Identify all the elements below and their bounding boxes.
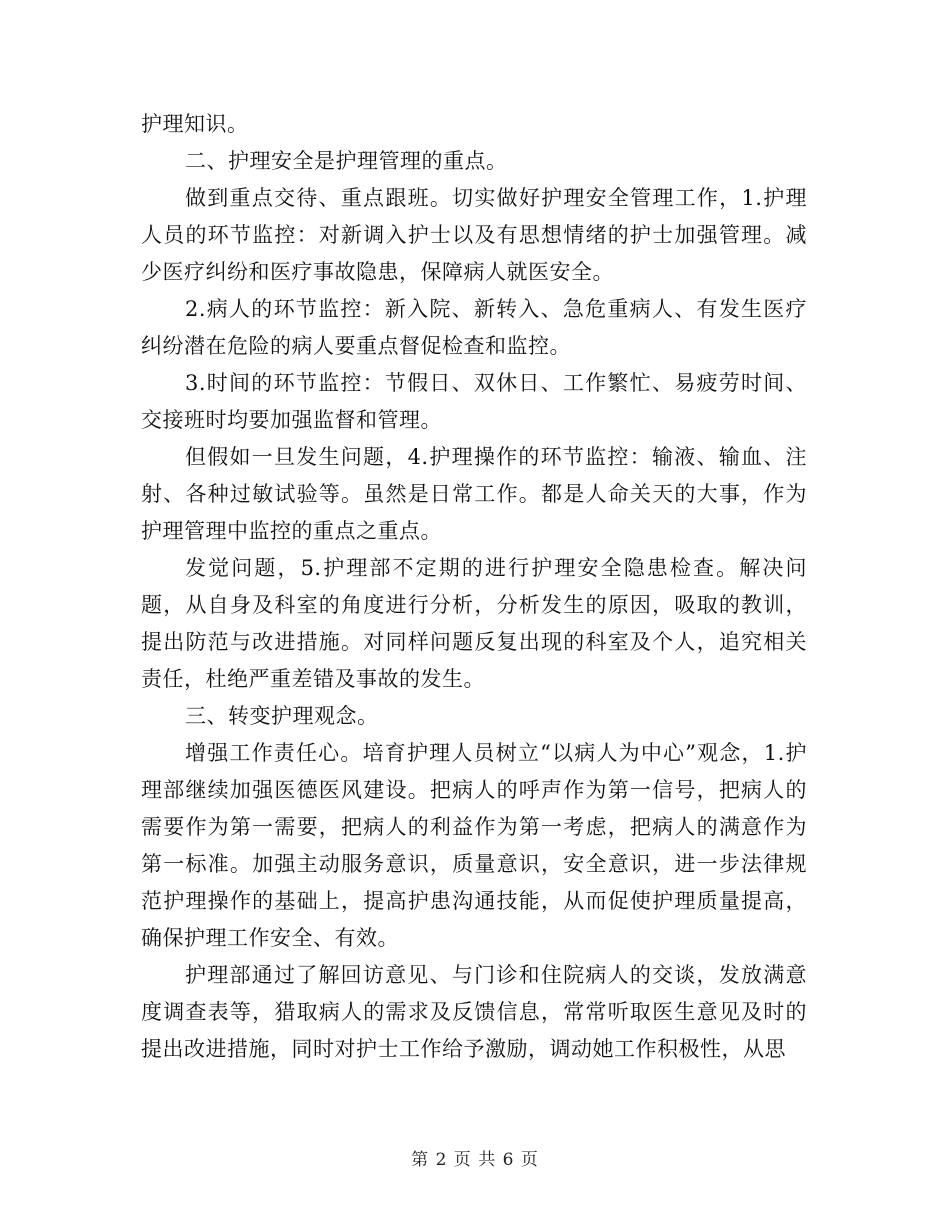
section-heading-two: 二、护理安全是护理管理的重点。 (185, 149, 508, 173)
paragraph: 但假如一旦发生问题，4.护理操作的环节监控：输液、输血、注射、各种过敏试验等。虽然是日常工作。都是人命关天的大事，作为护理管理中监控的重点之重点。 (141, 445, 807, 543)
paragraph-continuation: 护理知识。 (141, 112, 249, 136)
section-heading-three: 三、转变护理观念。 (185, 704, 379, 728)
paragraph: 增强工作责任心。培育护理人员树立“以病人为中心”观念，1.护理部继续加强医德医风建设。把病人的呼声作为第一信号，把病人的需要作为第一需要，把病人的利益作为第一考虑，把病人的满意作为第一标准。加强主动服务意识，质量意识，安全意识，进一步法律规范护理操作的基础上，提高护患沟通技能，从而促使护理质量提高，确保护理工作安全、有效。 (141, 741, 807, 950)
paragraph: 护理部通过了解回访意见、与门诊和住院病人的交谈，发放满意度调查表等，猎取病人的需求及反馈信息，常常听取医生意见及时的提出改进措施，同时对护士工作给予激励，调动她工作积极性，从思 (141, 963, 807, 1061)
page-number-footer: 第 2 页 共 6 页 (411, 1150, 539, 1170)
paragraph: 发觉问题，5.护理部不定期的进行护理安全隐患检查。解决问题，从自身及科室的角度进行分析，分析发生的原因，吸取的教训，提出防范与改进措施。对同样问题反复出现的科室及个人，追究相关责任，杜绝严重差错及事故的发生。 (141, 556, 807, 691)
paragraph: 3.时间的环节监控：节假日、双休日、工作繁忙、易疲劳时间、交接班时均要加强监督和管理。 (141, 371, 807, 432)
document-body (141, 106, 807, 1068)
paragraph: 2.病人的环节监控：新入院、新转入、急危重病人、有发生医疗纠纷潜在危险的病人要重点督促检查和监控。 (141, 297, 807, 358)
paragraph: 做到重点交待、重点跟班。切实做好护理安全管理工作，1.护理人员的环节监控：对新调入护士以及有思想情绪的护士加强管理。减少医疗纠纷和医疗事故隐患，保障病人就医安全。 (141, 186, 807, 284)
